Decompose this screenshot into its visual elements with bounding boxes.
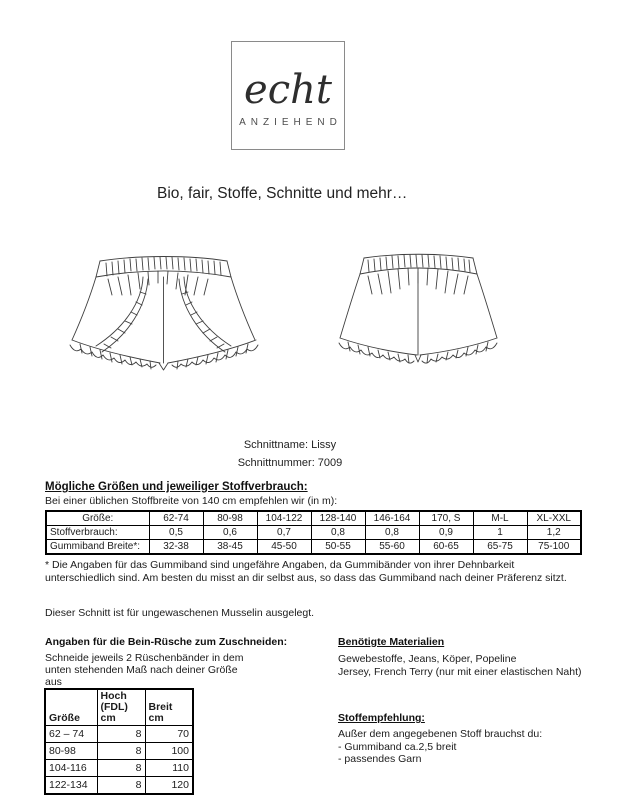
column-header: Breit cm bbox=[145, 689, 193, 726]
table-row bbox=[45, 743, 193, 760]
column-header: Hoch (FDL) cm bbox=[97, 689, 145, 726]
cell: 38-45 bbox=[203, 540, 257, 555]
cell: 122-134 bbox=[45, 777, 97, 795]
cell: 0,8 bbox=[311, 526, 365, 540]
cell: 104-116 bbox=[45, 760, 97, 777]
cell: 80-98 bbox=[45, 743, 97, 760]
cell: 0,7 bbox=[257, 526, 311, 540]
pattern-number: Schnittnummer: 7009 bbox=[237, 457, 343, 469]
ruffle-section-heading: Angaben für die Bein-Rüsche zum Zuschneiden: bbox=[45, 636, 288, 648]
table-row bbox=[45, 760, 193, 777]
fabric-item: - passendes Garn bbox=[338, 753, 422, 765]
table-row bbox=[45, 726, 193, 743]
cell: 120 bbox=[145, 777, 193, 795]
row-label: Gummiband Breite*: bbox=[46, 540, 149, 555]
table-row-elastic-width bbox=[46, 540, 581, 555]
materials-line: Gewebestoffe, Jeans, Köper, Popeline bbox=[338, 653, 517, 665]
cell: 170, S bbox=[419, 511, 473, 526]
materials-section-heading: Benötigte Materialien bbox=[338, 636, 445, 648]
instruction-line: aus bbox=[45, 676, 62, 688]
column-header: Größe bbox=[45, 689, 97, 726]
elastic-footnote: * Die Angaben für das Gummiband sind ungefähre Angaben, da Gummibänder von ihrer Dehnbarkeit unterschiedlich sind. Am besten du misst an dir selbst aus, so dass das Gummiband nach deiner Präferenz sitzt. bbox=[45, 559, 567, 584]
sizes-section-heading: Mögliche Größen und jeweiliger Stoffverbrauch: bbox=[45, 481, 308, 493]
musselin-note: Dieser Schnitt ist für ungewaschenen Musselin ausgelegt. bbox=[45, 607, 315, 619]
table-row-consumption bbox=[46, 526, 581, 540]
row-label: Stoffverbrauch: bbox=[46, 526, 149, 540]
table-row-sizes bbox=[46, 511, 581, 526]
cell: 32-38 bbox=[149, 540, 203, 555]
table-row bbox=[45, 777, 193, 795]
sizes-section-intro: Bei einer üblichen Stoffbreite von 140 cm empfehlen wir (in m): bbox=[45, 495, 338, 507]
cell: 104-122 bbox=[257, 511, 311, 526]
cell: 110 bbox=[145, 760, 193, 777]
fabric-requirements bbox=[338, 728, 542, 766]
cell: 75-100 bbox=[527, 540, 581, 555]
cell: 8 bbox=[97, 760, 145, 777]
shorts-back-view-drawing bbox=[338, 250, 499, 383]
row-label: Größe: bbox=[46, 511, 149, 526]
cell: 62 – 74 bbox=[45, 726, 97, 743]
cell: 0,8 bbox=[365, 526, 419, 540]
cell: 70 bbox=[145, 726, 193, 743]
fabric-section-heading: Stoffempfehlung: bbox=[338, 712, 425, 724]
brand-logo-script-text: echt bbox=[244, 66, 332, 113]
cell: 0,9 bbox=[419, 526, 473, 540]
cell: 0,5 bbox=[149, 526, 203, 540]
ruffle-measurement-table bbox=[44, 688, 194, 795]
materials-line: Jersey, French Terry (nur mit einer elastischen Naht) bbox=[338, 665, 582, 678]
cell: 55-60 bbox=[365, 540, 419, 555]
table-header-row bbox=[45, 689, 193, 726]
fabric-intro: Außer dem angegebenen Stoff brauchst du: bbox=[338, 728, 543, 740]
cell: 60-65 bbox=[419, 540, 473, 555]
materials-list bbox=[338, 653, 582, 678]
instruction-line: unten stehenden Maß nach deiner Größe bbox=[45, 664, 238, 676]
cell: 146-164 bbox=[365, 511, 419, 526]
cell: 80-98 bbox=[203, 511, 257, 526]
shorts-front-view-drawing bbox=[66, 252, 262, 385]
cell: 65-75 bbox=[473, 540, 527, 555]
cell: 8 bbox=[97, 777, 145, 795]
ruffle-instructions bbox=[45, 652, 243, 688]
pattern-name: Schnittname: Lissy bbox=[243, 439, 337, 451]
brand-logo-caps-text: ANZIEHEND bbox=[239, 116, 342, 128]
cell: XL-XXL bbox=[527, 511, 581, 526]
brand-logo bbox=[231, 41, 345, 150]
cell: 1 bbox=[473, 526, 527, 540]
cell: 0,6 bbox=[203, 526, 257, 540]
cell: 1,2 bbox=[527, 526, 581, 540]
cell: M-L bbox=[473, 511, 527, 526]
size-consumption-table bbox=[45, 510, 582, 555]
cell: 8 bbox=[97, 726, 145, 743]
cell: 45-50 bbox=[257, 540, 311, 555]
cell: 50-55 bbox=[311, 540, 365, 555]
fabric-item: - Gummiband ca.2,5 breit bbox=[338, 740, 457, 753]
pattern-identification bbox=[0, 436, 580, 472]
cell: 62-74 bbox=[149, 511, 203, 526]
tagline: Bio, fair, Stoffe, Schnitte und mehr… bbox=[157, 185, 408, 202]
cell: 8 bbox=[97, 743, 145, 760]
cell: 128-140 bbox=[311, 511, 365, 526]
instruction-line: Schneide jeweils 2 Rüschenbänder in dem bbox=[45, 652, 244, 664]
cell: 100 bbox=[145, 743, 193, 760]
